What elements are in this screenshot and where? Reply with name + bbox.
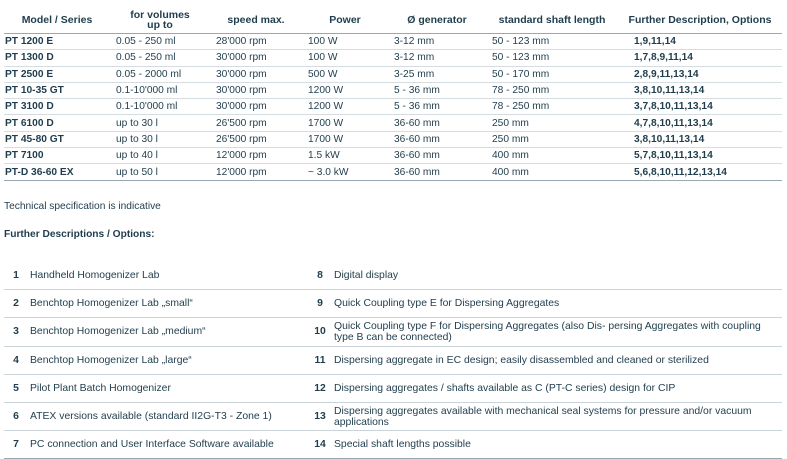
generator-cell: 36-60 mm [388,131,486,147]
power-cell: 100 W [302,34,388,50]
shaft-length-cell: 400 mm [486,164,618,180]
options-cell: 5,7,8,10,11,13,14 [618,148,782,164]
model-cell: PT 2500 E [4,66,110,82]
option-row [4,318,782,346]
power-cell: 1700 W [302,115,388,131]
option-description: Dispersing aggregates available with mechanical seal systems for pressure and/or vacuum applications [334,405,752,428]
option-description: Quick Coupling type E for Dispersing Aggregates [334,298,560,310]
option-description: Pilot Plant Batch Homogenizer [30,382,171,394]
table-row [4,34,782,50]
shaft-length-cell: 400 mm [486,148,618,164]
table-row [4,66,782,82]
volume-cell: 0.05 - 250 ml [110,34,210,50]
option-number: 9 [317,298,323,310]
option-number: 4 [13,354,19,366]
option-description: Dispersing aggregates / shafts available as C (PT-C series) design for CIP [334,382,676,394]
volume-cell: 0.1-10'000 ml [110,82,210,98]
model-cell: PT 1300 D [4,50,110,66]
generator-cell: 5 - 36 mm [388,82,486,98]
table-row [4,115,782,131]
generator-cell: 36-60 mm [388,115,486,131]
volume-cell: 0.05 - 2000 ml [110,66,210,82]
shaft-length-cell: 50 - 123 mm [486,34,618,50]
generator-cell: 3-25 mm [388,66,486,82]
shaft-length-cell: 50 - 170 mm [486,66,618,82]
volume-cell: up to 50 l [110,164,210,180]
option-number: 8 [317,270,323,282]
header-power: Power [329,13,361,26]
option-description: Benchtop Homogenizer Lab „small“ [30,298,193,310]
option-number: 2 [13,298,19,310]
table-row [4,148,782,164]
model-cell: PT 45-80 GT [4,131,110,147]
model-cell: PT 6100 D [4,115,110,131]
option-number: 13 [314,411,326,423]
option-description: PC connection and User Interface Software available [30,439,274,451]
option-number: 11 [314,354,326,366]
option-row [4,375,782,403]
option-number: 7 [13,439,19,451]
options-cell: 1,7,8,9,11,14 [618,50,782,66]
option-number: 10 [314,326,326,338]
power-cell: 1200 W [302,99,388,115]
table-row [4,164,782,180]
speed-cell: 12'000 rpm [210,148,302,164]
options-cell: 5,6,8,10,11,12,13,14 [618,164,782,180]
option-description: ATEX versions available (standard II2G-T3 - Zone 1) [30,411,272,423]
speed-cell: 12'000 rpm [210,164,302,180]
shaft-length-cell: 78 - 250 mm [486,99,618,115]
options-cell: 3,8,10,11,13,14 [618,82,782,98]
volume-cell: up to 30 l [110,131,210,147]
header-generator: Ø generator [407,13,467,26]
power-cell: 500 W [302,66,388,82]
table-header-row [4,6,782,34]
options-list [4,262,782,459]
options-cell: 3,7,8,10,11,13,14 [618,99,782,115]
volume-cell: 0.05 - 250 ml [110,50,210,66]
volume-cell: up to 40 l [110,148,210,164]
shaft-length-cell: 250 mm [486,131,618,147]
header-volume: for volumes up to [130,8,190,31]
option-description: Benchtop Homogenizer Lab „large“ [30,354,192,366]
option-description: Handheld Homogenizer Lab [30,270,160,282]
option-description: Benchtop Homogenizer Lab „medium“ [30,326,206,338]
options-cell: 3,8,10,11,13,14 [618,131,782,147]
option-description: Quick Coupling type F for Dispersing Aggregates (also Dis- persing Aggregates with coupling type B can be connected) [334,320,761,343]
table-row [4,82,782,98]
speed-cell: 30'000 rpm [210,99,302,115]
generator-cell: 3-12 mm [388,50,486,66]
option-row [4,347,782,375]
header-shaft-length: standard shaft length [498,13,606,26]
spec-note: Technical specification is indicative [4,201,161,212]
speed-cell: 28'000 rpm [210,34,302,50]
model-cell: PT 1200 E [4,34,110,50]
power-cell: 100 W [302,50,388,66]
option-description: Digital display [334,270,399,282]
power-cell: 1700 W [302,131,388,147]
option-row [4,431,782,459]
generator-cell: 3-12 mm [388,34,486,50]
option-description: Special shaft lengths possible [334,439,471,451]
model-cell: PT 10-35 GT [4,82,110,98]
generator-cell: 5 - 36 mm [388,99,486,115]
volume-cell: up to 30 l [110,115,210,131]
model-cell: PT 3100 D [4,99,110,115]
power-cell: 1.5 kW [302,148,388,164]
option-number: 6 [13,411,19,423]
header-options: Further Description, Options [628,13,772,26]
power-cell: ~ 3.0 kW [302,164,388,180]
power-cell: 1200 W [302,82,388,98]
option-number: 1 [13,270,19,282]
options-heading: Further Descriptions / Options: [4,229,155,240]
option-number: 3 [13,326,19,338]
option-number: 14 [314,439,326,451]
option-row [4,262,782,290]
speed-cell: 30'000 rpm [210,82,302,98]
option-description: Dispersing aggregate in EC design; easily disassembled and cleaned or sterilized [334,354,709,366]
options-cell: 1,9,11,14 [618,34,782,50]
option-row [4,403,782,431]
model-cell: PT-D 36-60 EX [4,164,110,180]
specification-table [4,6,782,181]
speed-cell: 26'500 rpm [210,131,302,147]
model-cell: PT 7100 [4,148,110,164]
volume-cell: 0.1-10'000 ml [110,99,210,115]
shaft-length-cell: 250 mm [486,115,618,131]
generator-cell: 36-60 mm [388,164,486,180]
option-number: 5 [13,382,19,394]
header-model: Model / Series [21,13,93,26]
table-row [4,99,782,115]
shaft-length-cell: 78 - 250 mm [486,82,618,98]
shaft-length-cell: 50 - 123 mm [486,50,618,66]
speed-cell: 30'000 rpm [210,66,302,82]
table-row [4,50,782,66]
table-row [4,131,782,147]
options-cell: 2,8,9,11,13,14 [618,66,782,82]
header-speed: speed max. [227,13,285,26]
speed-cell: 26'500 rpm [210,115,302,131]
speed-cell: 30'000 rpm [210,50,302,66]
options-cell: 4,7,8,10,11,13,14 [618,115,782,131]
option-row [4,290,782,318]
generator-cell: 36-60 mm [388,148,486,164]
option-number: 12 [314,382,326,394]
